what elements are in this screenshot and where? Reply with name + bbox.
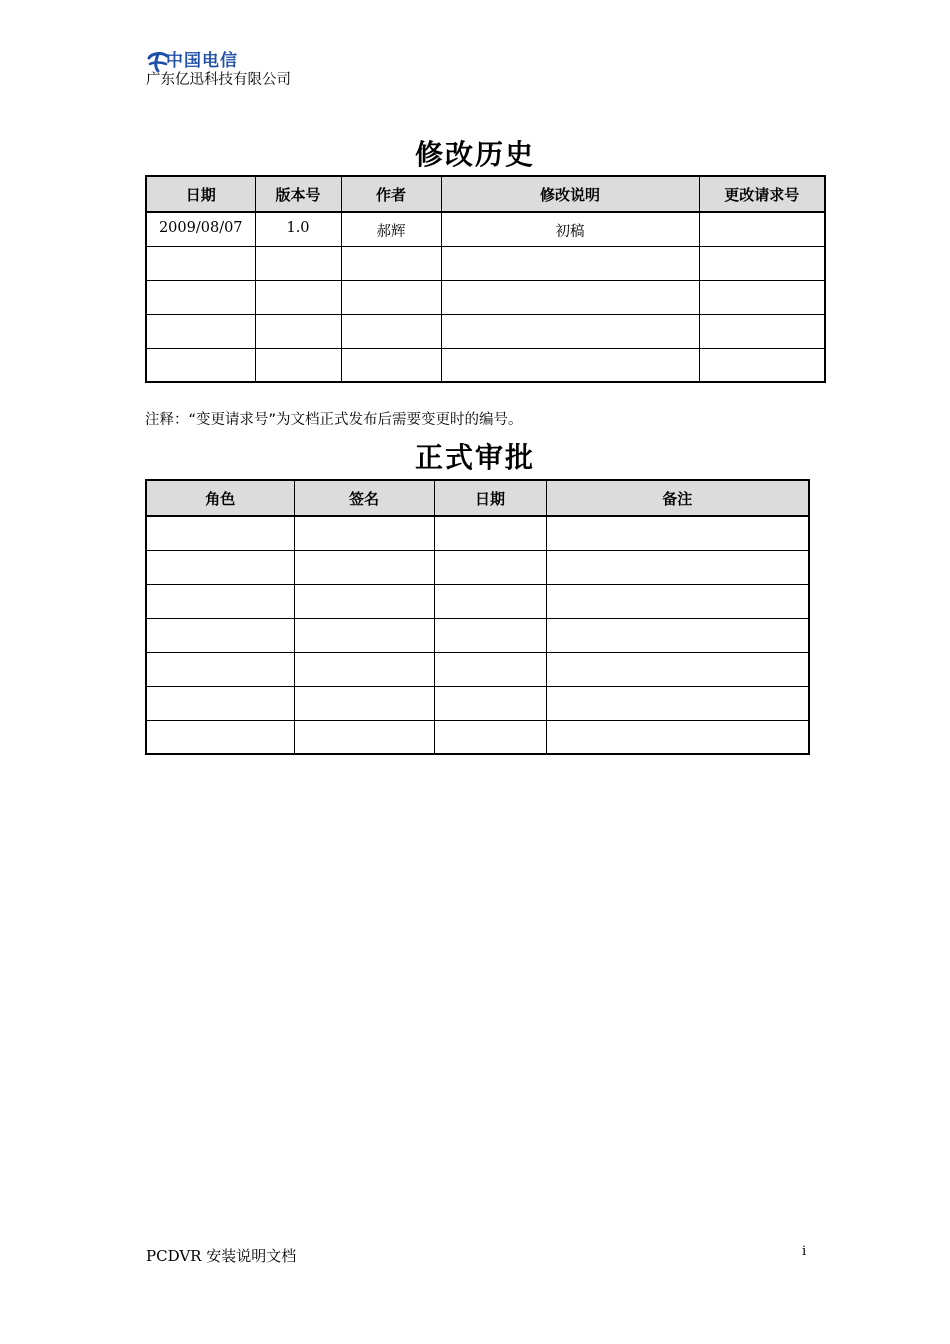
table-cell bbox=[699, 348, 825, 382]
table-cell bbox=[146, 314, 255, 348]
table-row bbox=[146, 618, 809, 652]
table-cell bbox=[434, 720, 546, 754]
table-row bbox=[146, 212, 825, 246]
table-row bbox=[146, 550, 809, 584]
table-cell bbox=[434, 686, 546, 720]
table-cell bbox=[546, 584, 809, 618]
column-header: 日期 bbox=[146, 176, 255, 212]
table-cell bbox=[146, 550, 294, 584]
column-header: 作者 bbox=[341, 176, 441, 212]
table-cell: 1.0 bbox=[255, 212, 341, 246]
table-header-row bbox=[146, 176, 825, 212]
table-cell bbox=[546, 720, 809, 754]
approval-title: 正式审批 bbox=[414, 441, 535, 474]
revision-history-table bbox=[145, 175, 826, 383]
table-cell bbox=[441, 348, 699, 382]
table-cell: 郝辉 bbox=[341, 212, 441, 246]
table-cell bbox=[546, 618, 809, 652]
column-header: 版本号 bbox=[255, 176, 341, 212]
table-row bbox=[146, 686, 809, 720]
column-header: 角色 bbox=[146, 480, 294, 516]
table-cell bbox=[441, 280, 699, 314]
table-cell bbox=[434, 652, 546, 686]
table-cell: 初稿 bbox=[441, 212, 699, 246]
change-request-note: 注释：“变更请求号”为文档正式发布后需要变更时的编号。 bbox=[145, 412, 523, 428]
logo-text: 中国电信 bbox=[166, 51, 238, 71]
table-cell bbox=[255, 314, 341, 348]
column-header: 修改说明 bbox=[441, 176, 699, 212]
table-cell bbox=[441, 314, 699, 348]
table-cell bbox=[341, 348, 441, 382]
table-cell bbox=[546, 516, 809, 550]
table-cell bbox=[699, 314, 825, 348]
table-cell bbox=[146, 720, 294, 754]
table-cell bbox=[434, 516, 546, 550]
table-cell bbox=[341, 280, 441, 314]
table-cell bbox=[699, 212, 825, 246]
table-cell bbox=[294, 584, 434, 618]
table-cell bbox=[546, 686, 809, 720]
table-row bbox=[146, 314, 825, 348]
table-row bbox=[146, 584, 809, 618]
table-cell bbox=[699, 246, 825, 280]
table-cell bbox=[341, 246, 441, 280]
table-cell: 2009/08/07 bbox=[146, 212, 255, 246]
table-cell bbox=[441, 246, 699, 280]
table-cell bbox=[546, 550, 809, 584]
table-cell bbox=[434, 584, 546, 618]
table-row bbox=[146, 516, 809, 550]
table-cell bbox=[146, 246, 255, 280]
table-cell bbox=[294, 618, 434, 652]
table-cell bbox=[294, 516, 434, 550]
table-cell bbox=[146, 516, 294, 550]
table-cell bbox=[546, 652, 809, 686]
table-cell bbox=[146, 348, 255, 382]
table-cell bbox=[255, 280, 341, 314]
column-header: 更改请求号 bbox=[699, 176, 825, 212]
table-cell bbox=[699, 280, 825, 314]
company-name: 广东亿迅科技有限公司 bbox=[146, 72, 291, 88]
table-header-row bbox=[146, 480, 809, 516]
footer-doc-title: PCDVR 安装说明文档 bbox=[146, 1247, 297, 1265]
table-cell bbox=[255, 348, 341, 382]
table-cell bbox=[294, 652, 434, 686]
table-row bbox=[146, 246, 825, 280]
table-cell bbox=[294, 720, 434, 754]
table-cell bbox=[146, 618, 294, 652]
column-header: 签名 bbox=[294, 480, 434, 516]
page-number: i bbox=[802, 1244, 807, 1259]
table-cell bbox=[294, 686, 434, 720]
table-cell bbox=[146, 686, 294, 720]
table-cell bbox=[341, 314, 441, 348]
table-row bbox=[146, 652, 809, 686]
column-header: 日期 bbox=[434, 480, 546, 516]
table-cell bbox=[255, 246, 341, 280]
column-header: 备注 bbox=[546, 480, 809, 516]
table-cell bbox=[146, 280, 255, 314]
table-cell bbox=[294, 550, 434, 584]
table-row bbox=[146, 280, 825, 314]
table-cell bbox=[146, 584, 294, 618]
table-row bbox=[146, 720, 809, 754]
revision-history-title: 修改历史 bbox=[414, 138, 535, 171]
table-cell bbox=[146, 652, 294, 686]
table-row bbox=[146, 348, 825, 382]
table-cell bbox=[434, 618, 546, 652]
table-cell bbox=[434, 550, 546, 584]
approval-table bbox=[145, 479, 810, 755]
